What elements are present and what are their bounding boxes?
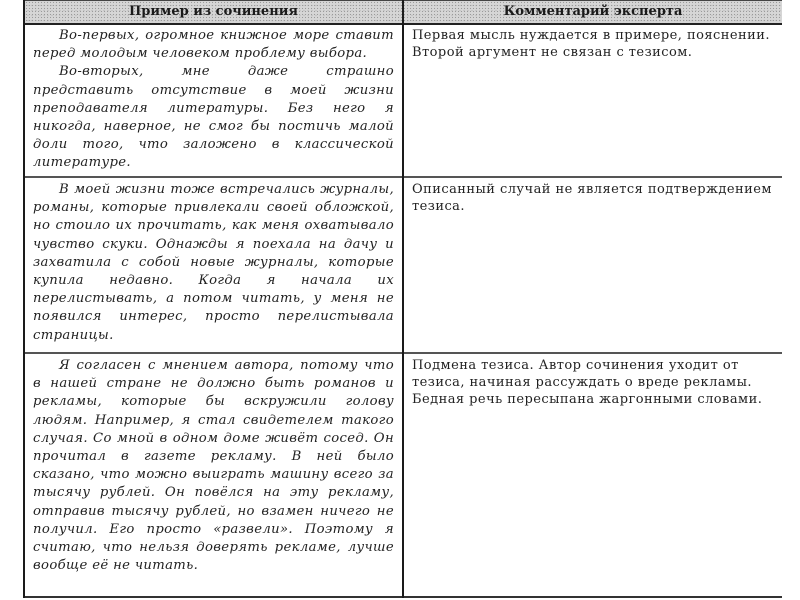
comment-cell: Первая мысль нуждается в примере, пояснении. Второй аргумент не связан с тезисом. [412, 28, 770, 60]
example-cell [25, 24, 402, 173]
comment-cell: Описанный случай не является подтверждением тезиса. [412, 182, 772, 214]
example-paragraph: В моей жизни тоже встречались журналы, романы, которые привлекали своей обложкой, но стоило их прочитать, как меня охватывало чувство скуки. Однажды я поехала на дачу и захватила с собой новые журналы, которые купила недавно. Когда я начала их перелистывать, а потом читать, у меня не появился интерес, просто перелистывала страницы. [33, 182, 394, 343]
essay-feedback-table [23, 0, 782, 598]
example-cell [25, 178, 402, 345]
comment-cell: Подмена тезиса. Автор сочинения уходит от тезиса, начиная рассуждать о вреде рекламы. Бедная речь пересыпана жаргонными словами. [412, 358, 763, 407]
example-paragraph: Во-первых, огромное книжное море ставит перед молодым человеком проблему выбора. [33, 28, 394, 62]
header-example-column: Пример из сочинения [129, 4, 298, 19]
example-cell [25, 354, 402, 575]
example-paragraph: Во-вторых, мне даже страшно представить отсутствие в моей жизни преподавателя литературы. Без него я никогда, наверное, не смог бы постичь малой доли того, что заложено в классической литературе. [33, 64, 394, 171]
column-divider [402, 0, 404, 598]
example-paragraph: Я согласен с мнением автора, потому что в нашей стране не должно быть романов и рекламы, которые бы вскружили голову людям. Например, я стал свидетелем такого случая. Со мной в одном доме живёт сосед. Он прочитал в газете рекламу. В ней было сказано, что можно выиграть машину всего за тысячу рублей. Он повёлся на эту рекламу, отправив тысячу рублей, но взамен ничего не получил. Его просто «развели». Поэтому я считаю, что нельзя доверять рекламе, лучше вообще её не читать. [33, 358, 394, 574]
header-comment-column: Комментарий эксперта [503, 4, 683, 19]
